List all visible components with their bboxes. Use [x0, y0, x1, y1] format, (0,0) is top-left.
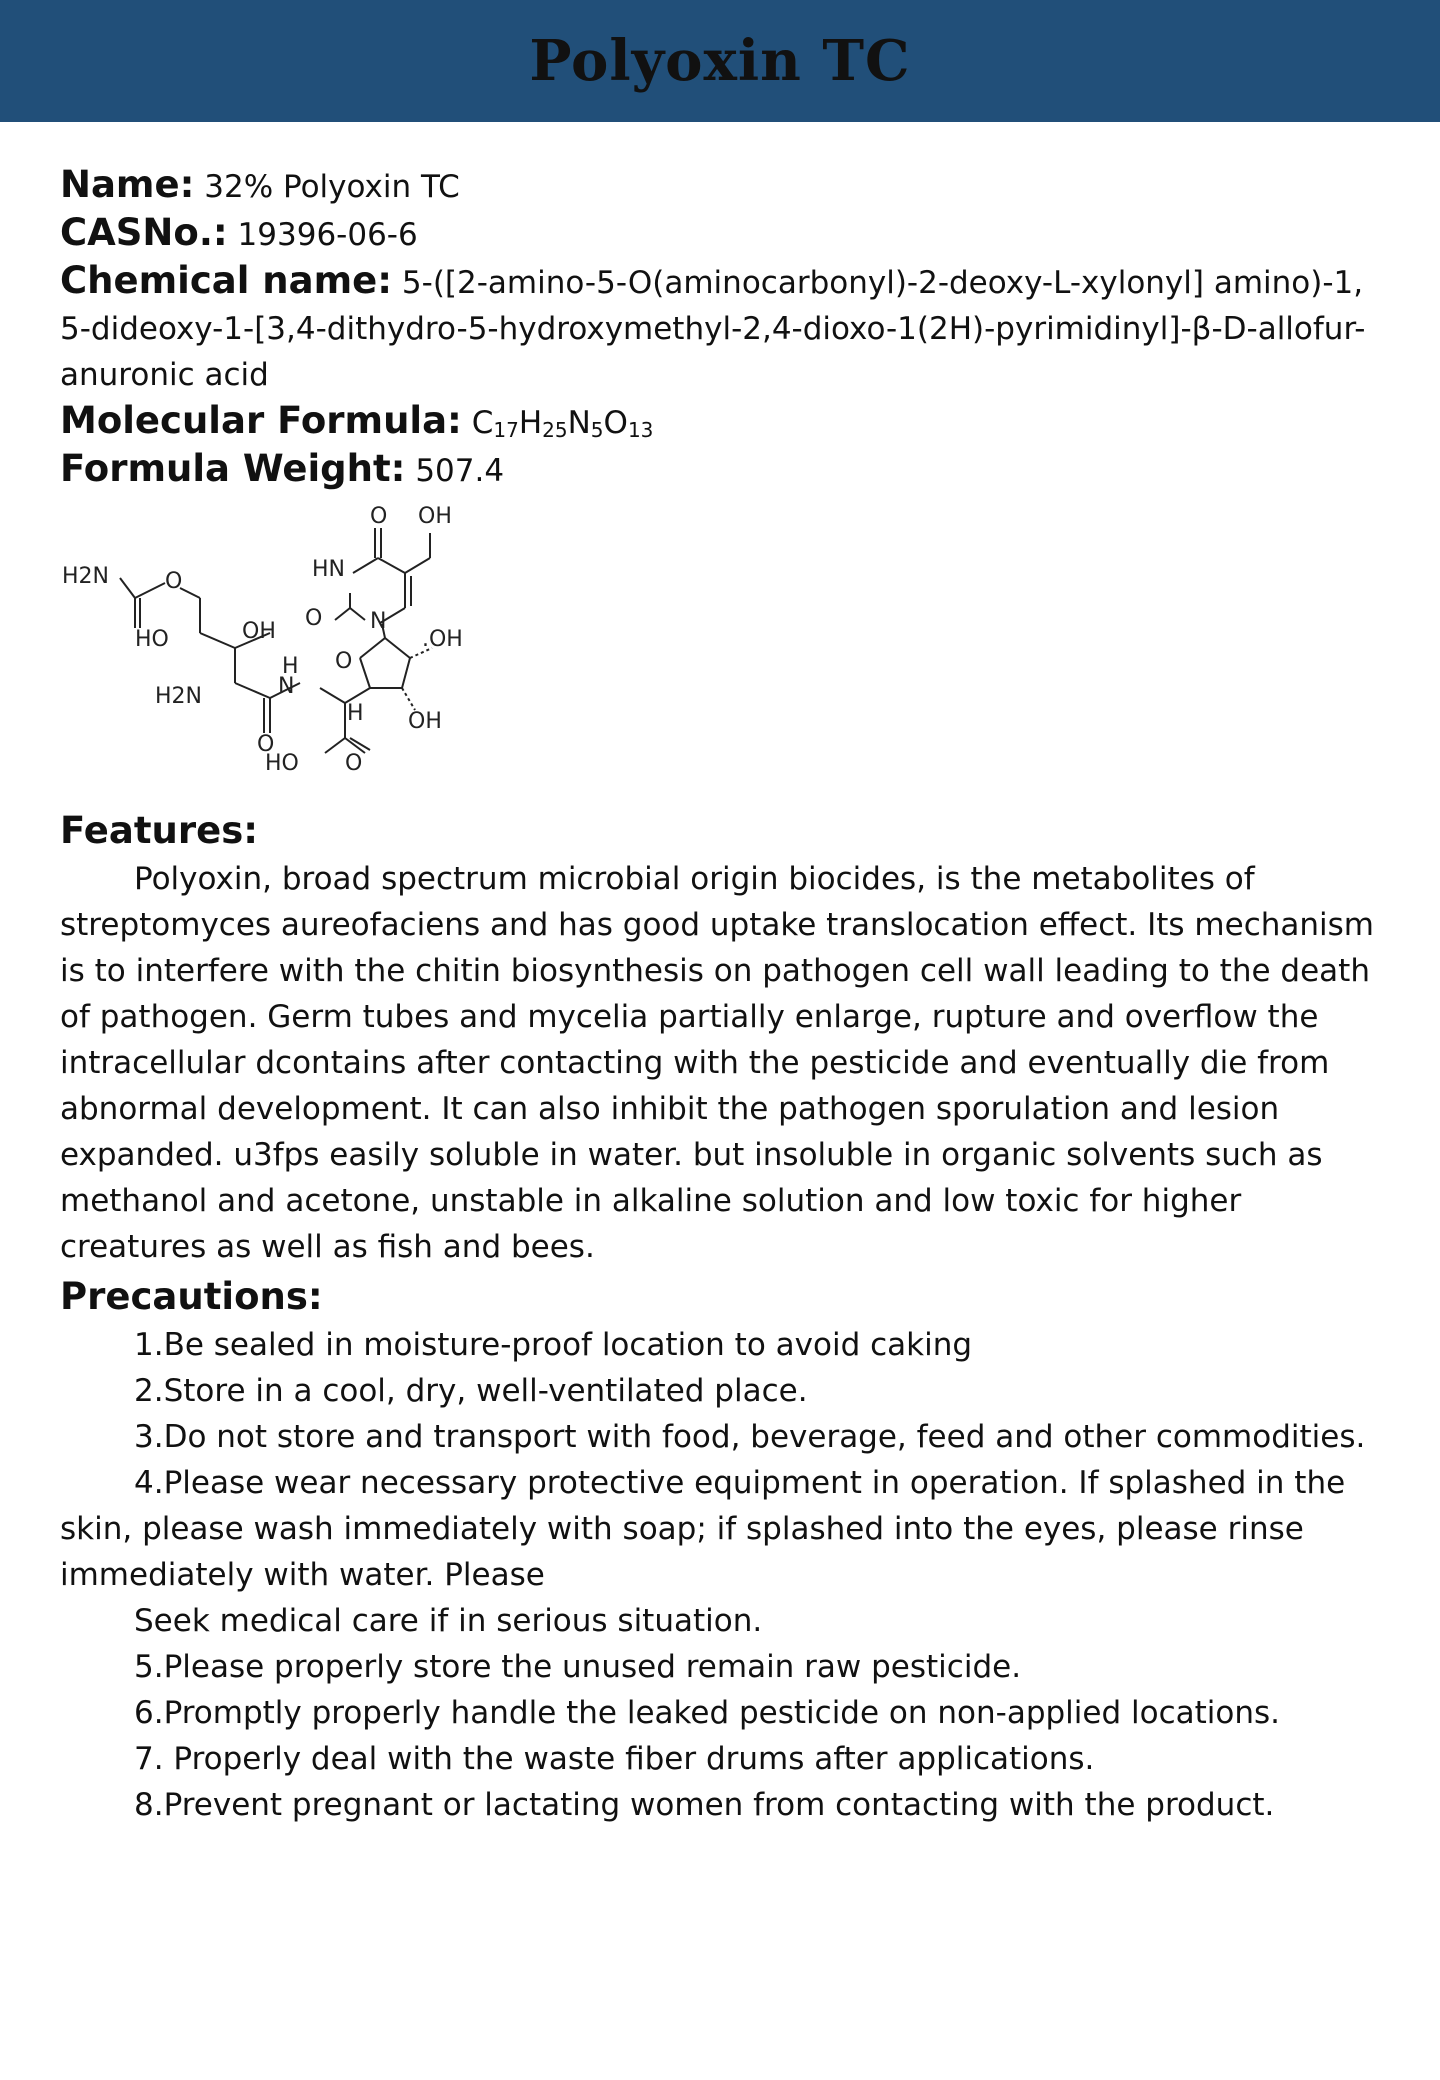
- list-item: 2.Store in a cool, dry, well-ventilated place.: [134, 1373, 808, 1409]
- structure-label: H: [282, 654, 299, 679]
- molecular-formula-value: $C_{17}H_{25}N_5O_{13}$: [471, 405, 654, 442]
- structure-label: H2N: [62, 564, 109, 589]
- structure-label: O: [335, 649, 353, 674]
- cas-value: 19396-06-6: [237, 217, 418, 253]
- list-item: 6.Promptly properly handle the leaked pesticide on non-applied locations.: [134, 1695, 1281, 1731]
- structure-label: HN: [312, 557, 345, 582]
- structure-label: OH: [418, 504, 452, 529]
- molecular-formula-label: Molecular Formula:: [60, 399, 462, 442]
- structure-label: O: [165, 569, 183, 594]
- structure-label: O: [345, 751, 363, 776]
- list-item: 7. Properly deal with the waste fiber drums after applications.: [134, 1741, 1095, 1777]
- structure-label: OH: [408, 709, 442, 734]
- name-label: Name:: [60, 163, 195, 206]
- chemical-name-row: [60, 258, 1380, 398]
- structure-label: .OH: [422, 627, 463, 652]
- cas-label: CASNo.:: [60, 211, 228, 254]
- structure-label: N: [278, 674, 295, 699]
- chemical-name-label: Chemical name:: [60, 259, 393, 302]
- chemical-structure-diagram: [60, 498, 480, 798]
- features-title: Features:: [60, 809, 259, 852]
- structure-label: H2N: [155, 684, 202, 709]
- formula-weight-row: [60, 446, 1380, 494]
- list-item: 3.Do not store and transport with food, beverage, feed and other commodities.: [134, 1419, 1366, 1455]
- structure-label: O: [370, 504, 388, 529]
- list-item: 8.Prevent pregnant or lactating women from contacting with the product.: [134, 1787, 1275, 1823]
- structure-label: HO: [135, 627, 169, 652]
- list-item: Seek medical care if in serious situation.: [134, 1603, 763, 1639]
- cas-row: [60, 210, 1380, 258]
- structure-label: N: [370, 609, 387, 634]
- structure-label: O: [305, 606, 323, 631]
- formula-weight-value: 507.4: [415, 453, 505, 489]
- structure-label: O: [257, 732, 275, 757]
- chemical-name-value: 5-([2-amino-5-O(aminocarbonyl)-2-deoxy-L-xylonyl] amino)-1,5-dideoxy-1-[3,4-dithydro-5-hydroxymethyl-2,4-dioxo-1(2H)-pyrimidinyl]-β-D-allofur-anuronic acid: [60, 265, 1366, 393]
- list-item: 5.Please properly store the unused remain raw pesticide.: [134, 1649, 1022, 1685]
- name-row: [60, 162, 1380, 210]
- list-item: 4.Please wear necessary protective equipment in operation. If splashed in the skin, please wash immediately with soap; if splashed into the eyes, please rinse immediately with water. Please: [60, 1465, 1346, 1593]
- structure-label: HO: [265, 751, 299, 776]
- features-text: Polyoxin, broad spectrum microbial origin biocides, is the metabolites of streptomyces aureofaciens and has good uptake translocation effect. Its mechanism is to interfere with the chitin biosynthesis on pathogen cell wall leading to the death of pathogen. Germ tubes and mycelia partially enlarge, rupture and overflow the intracellular dcontains after contacting with the pesticide and eventually die from abnormal development. It can also inhibit the pathogen sporulation and lesion expanded. u3fps easily soluble in water. but insoluble in organic solvents such as methanol and acetone, unstable in alkaline solution and low toxic for higher creatures as well as fish and bees.: [60, 861, 1374, 1265]
- page-header: [0, 0, 1440, 122]
- page-title: Polyoxin TC: [529, 28, 911, 94]
- precautions-title: Precautions:: [60, 1275, 323, 1318]
- structure-label: OH: [242, 619, 276, 644]
- structure-label: H: [347, 701, 364, 726]
- list-item: 1.Be sealed in moisture-proof location to avoid caking: [134, 1327, 973, 1363]
- precautions-list: [60, 1322, 1380, 1828]
- molecular-formula-row: [60, 398, 1380, 446]
- name-value: 32% Polyoxin TC: [204, 169, 460, 205]
- formula-weight-label: Formula Weight:: [60, 447, 406, 490]
- document-body: [0, 122, 1440, 1828]
